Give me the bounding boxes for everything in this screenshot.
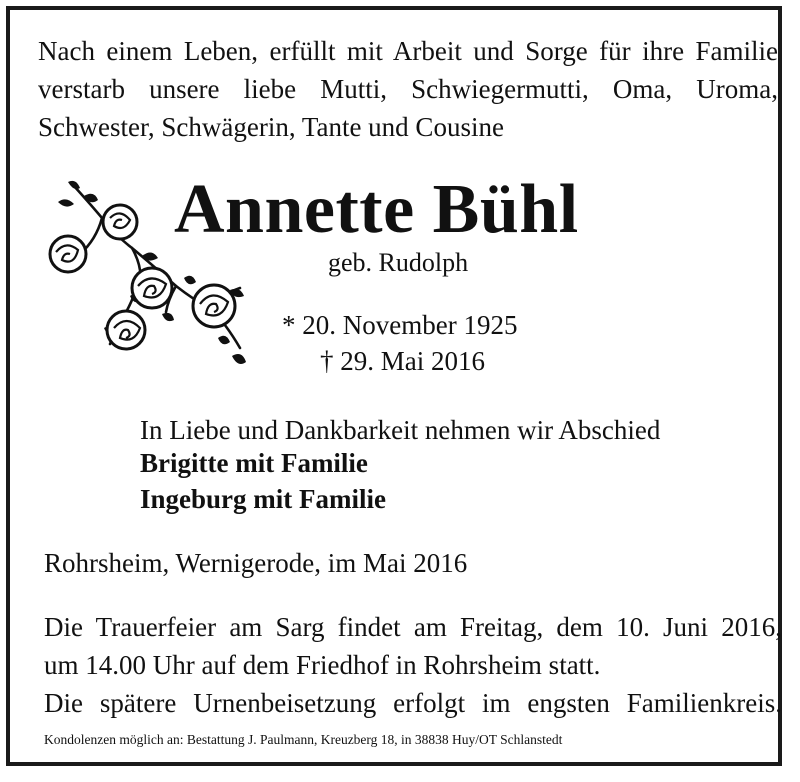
- mourner-family-1: Brigitte mit Familie: [140, 448, 368, 478]
- birth-date: * 20. November 1925: [282, 310, 518, 340]
- farewell-text: In Liebe und Dankbarkeit nehmen wir Abschied: [140, 415, 661, 445]
- intro-text: [38, 32, 778, 146]
- condolences-note: Kondolenzen möglich an: Bestattung J. Paulmann, Kreuzberg 18, in 38838 Huy/OT Schlanstedt: [44, 732, 563, 747]
- death-date: † 29. Mai 2016: [320, 346, 485, 376]
- intro-line-1: Nach einem Leben, erfüllt mit Arbeit und Sorge für ihre Familie: [38, 36, 778, 66]
- intro-line-3: Schwester, Schwägerin, Tante und Cousine: [38, 112, 504, 142]
- mourner-family-2: Ingeburg mit Familie: [140, 484, 386, 514]
- funeral-line-3: Die spätere Urnenbeisetzung erfolgt im engsten Familienkreis.: [44, 688, 782, 718]
- funeral-line-2: um 14.00 Uhr auf dem Friedhof in Rohrsheim statt.: [44, 650, 601, 680]
- intro-line-2: verstarb unsere liebe Mutti, Schwiegermutti, Oma, Uroma,: [38, 74, 778, 104]
- obituary-notice: [6, 6, 782, 766]
- place-date: Rohrsheim, Wernigerode, im Mai 2016: [44, 548, 468, 578]
- funeral-line-1: Die Trauerfeier am Sarg findet am Freitag, dem 10. Juni 2016,: [44, 612, 782, 642]
- deceased-name: Annette Bühl: [174, 171, 579, 248]
- funeral-info: [44, 608, 782, 722]
- maiden-name: geb. Rudolph: [328, 248, 469, 277]
